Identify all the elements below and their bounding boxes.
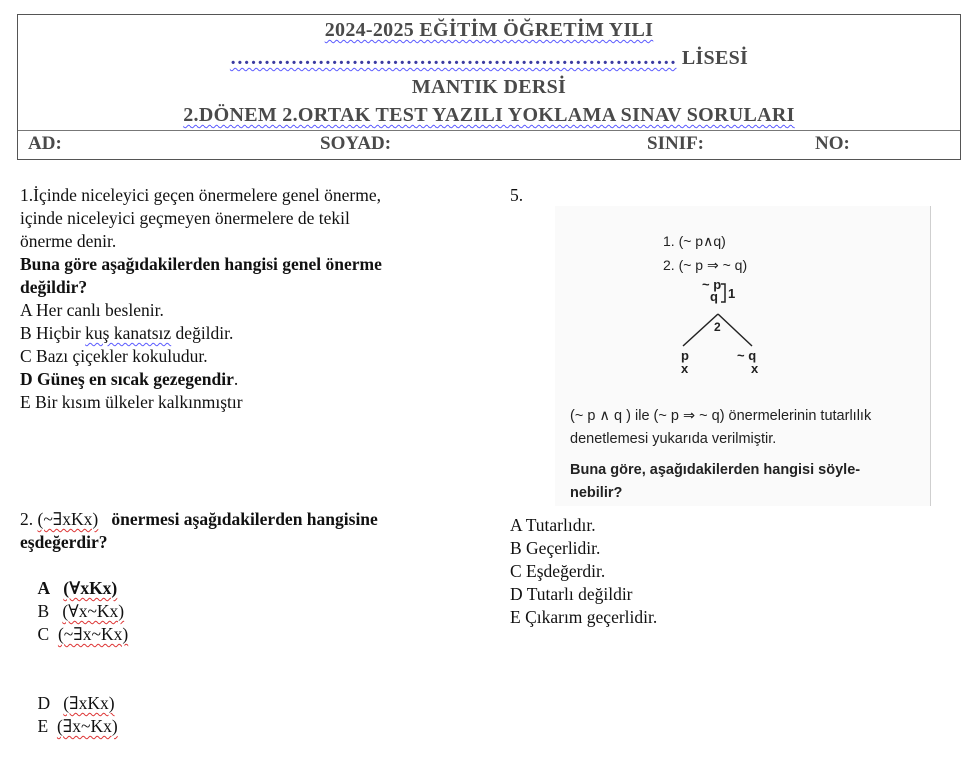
fig-node-top1: ~ p	[702, 277, 722, 292]
number-field: NO:	[815, 133, 850, 154]
q1-intro-line: önerme denir.	[20, 231, 117, 251]
fig-line1: 1. (~ p∧q)	[663, 233, 726, 249]
fig-left-var: p	[681, 348, 689, 363]
fig-right-var: ~ q	[737, 348, 757, 363]
q2-option-b: B (∀x~Kx)	[37, 601, 125, 621]
question-1	[20, 184, 460, 414]
q5-option-b: B Geçerlidir.	[510, 538, 601, 558]
exam-title: 2.DÖNEM 2.ORTAK TEST YAZILI YOKLAMA SINAV SORULARI	[183, 104, 795, 126]
q2-options-row1	[20, 554, 470, 669]
q2-stem: 2. (~∃xKx) önermesi aşağıdakilerden hangisine	[20, 509, 378, 529]
q2-option-a: A (∀xKx)	[37, 578, 118, 598]
class-field: SINIF:	[647, 133, 705, 154]
q5-option-d: D Tutarlı değildir	[510, 584, 633, 604]
fig-branch-right	[718, 314, 752, 346]
fig-mark2: 2	[714, 320, 721, 334]
surname-field: SOYAD:	[320, 133, 392, 154]
academic-year: 2024-2025 EĞİTİM ÖĞRETİM YILI	[324, 19, 654, 41]
question-2	[20, 508, 470, 761]
q1-intro-line: 1.İçinde niceleyici geçen önermelere genel önerme,	[20, 185, 381, 205]
fig-question1: Buna göre, aşağıdakilerden hangisi söyle-	[570, 462, 861, 478]
q1-question-line: değildir?	[20, 277, 88, 297]
q1-option-c: C Bazı çiçekler kokuludur.	[20, 346, 208, 366]
fig-bracket	[721, 284, 725, 302]
q2-option-d: D (∃xKx)	[37, 693, 115, 713]
q1-option-b: B Hiçbir kuş kanatsız değildir.	[20, 323, 234, 343]
q2-option-e: E (∃x~Kx)	[37, 716, 118, 736]
fig-mark1: 1	[728, 286, 736, 301]
name-field: AD:	[28, 133, 62, 154]
fig-left-x: x	[681, 361, 689, 376]
q5-number: 5.	[510, 185, 524, 205]
fig-question2: nebilir?	[570, 485, 623, 501]
q2-options-row2	[20, 669, 470, 761]
fig-node-top2: q	[710, 289, 718, 304]
course-name: MANTIK DERSİ	[411, 76, 567, 98]
q5-option-a: A Tutarlıdır.	[510, 515, 596, 535]
q2-option-c: C (~∃x~Kx)	[37, 624, 129, 644]
fig-desc1: (~ p ∧ q ) ile (~ p ⇒ ~ q) önermelerinin tutarlılık	[570, 408, 872, 424]
fig-right-x: x	[751, 361, 759, 376]
exam-header	[17, 14, 961, 160]
q1-intro-line: içinde niceleyici geçmeyen önermelere de tekil	[20, 208, 350, 228]
header-divider	[18, 130, 960, 131]
q1-option-a: A Her canlı beslenir.	[20, 300, 164, 320]
q1-option-e: E Bir kısım ülkeler kalkınmıştır	[20, 392, 243, 412]
school-name-line: ………………………………………………………… LİSESİ	[229, 47, 749, 69]
truth-tree-diagram	[555, 206, 930, 506]
q1-question-line: Buna göre aşağıdakilerden hangisi genel önerme	[20, 254, 382, 274]
q5-figure	[555, 206, 931, 506]
fig-line2: 2. (~ p ⇒ ~ q)	[663, 257, 748, 273]
q5-option-e: E Çıkarım geçerlidir.	[510, 607, 658, 627]
q2-stem-line2: eşdeğerdir?	[20, 532, 108, 552]
fig-desc2: denetlemesi yukarıda verilmiştir.	[570, 431, 777, 447]
q5-options	[510, 514, 950, 629]
q5-option-c: C Eşdeğerdir.	[510, 561, 606, 581]
fig-branch-left	[683, 314, 718, 346]
q1-option-d: D Güneş en sıcak gezegendir.	[20, 369, 239, 389]
